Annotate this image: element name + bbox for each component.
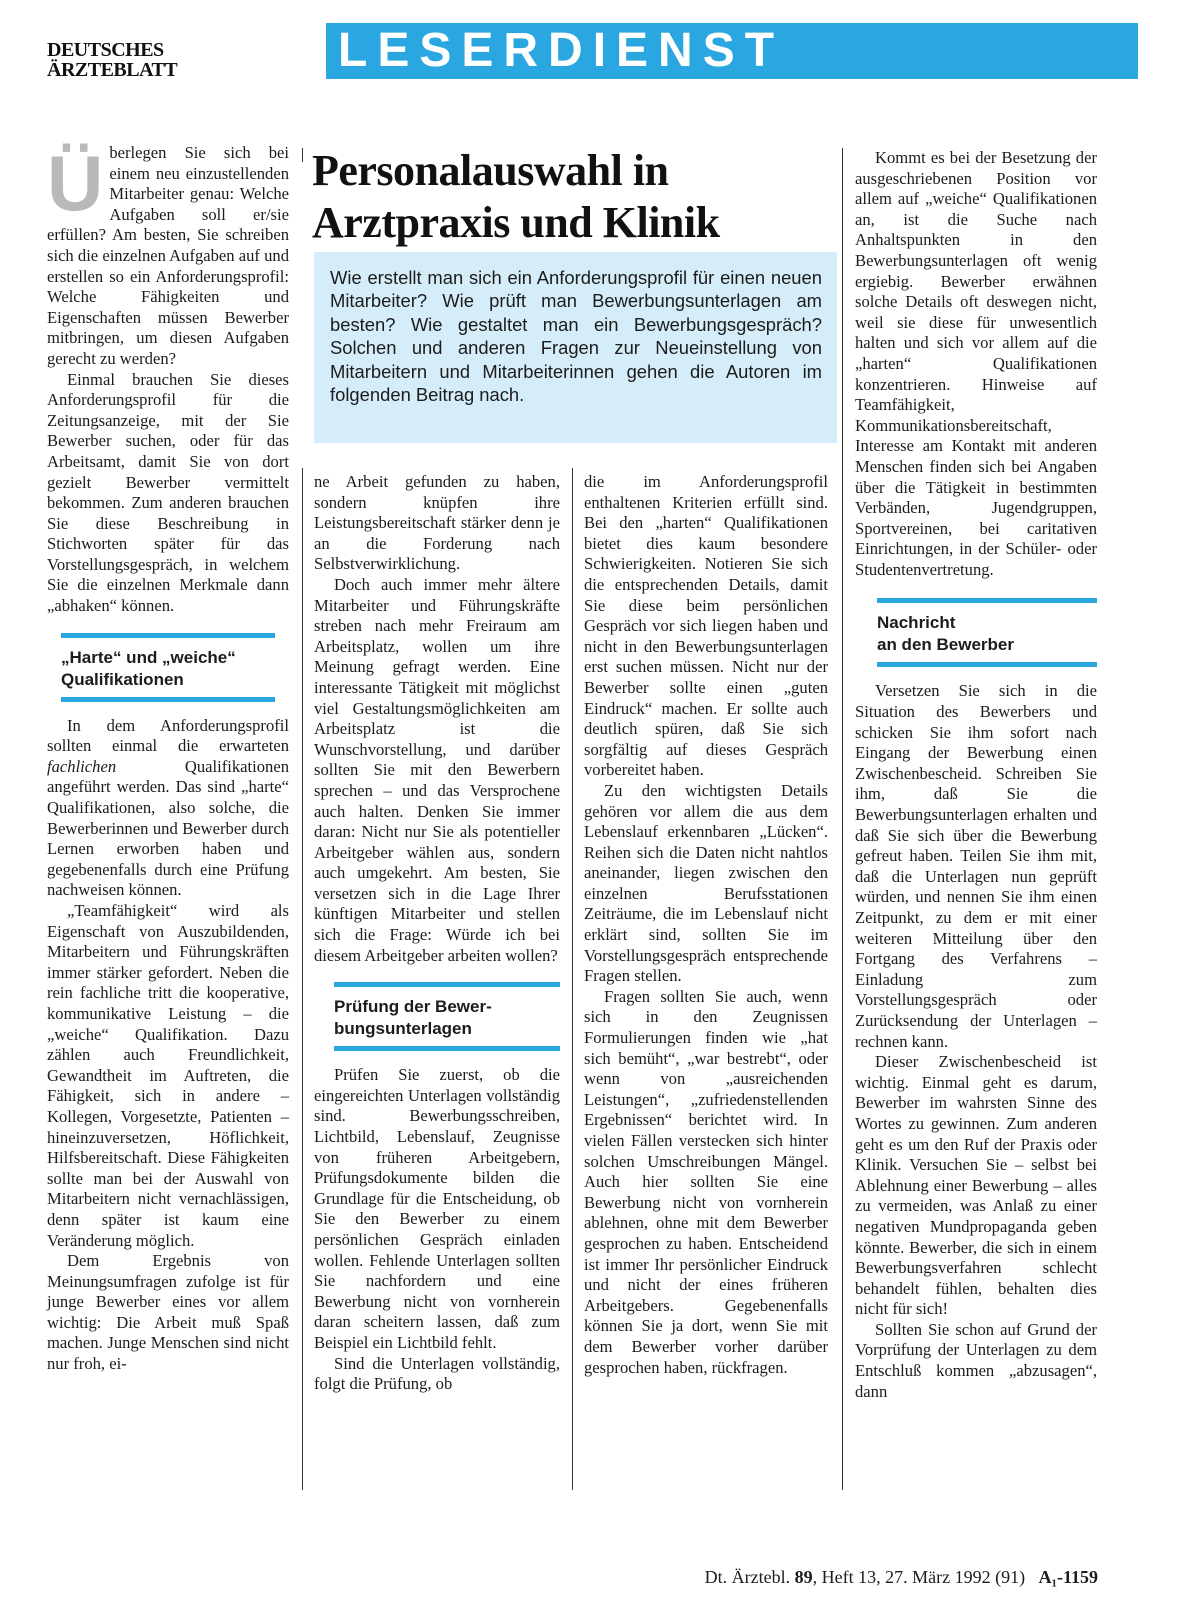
- paragraph: Einmal brauchen Sie dieses Anforderungsprofil für die Zeitungsanzeige, mit der Sie Bewerber suchen, oder für das Arbeitsamt, damit Sie von dort gezielt Bewerber vermittelt bekommen. Zum anderen brauchen Sie diese Beschreibung in Stichworten später für das Vorstellungsgespräch, in welchem Sie die einzelnen Merkmale dann „abhaken“ können.: [47, 369, 289, 616]
- paragraph: die im Anforderungsprofil enthaltenen Kriterien erfüllt sind. Bei den „harten“ Qualifikationen bietet dies kaum besondere Schwierigkeiten. Notieren Sie sich die entsprechenden Details, damit Sie diese beim persönlichen Gespräch vor sich liegen haben und nicht in den Bewerbungsunterlagen erst suchen müssen. Nicht nur der Bewerber sollte einen „guten Eindruck“ machen. Er sollte auch deutlich spüren, daß Sie sich sorgfältig auf dieses Gespräch vorbereitet haben.: [584, 472, 828, 780]
- paragraph: „Teamfähigkeit“ wird als Eigenschaft von Auszubildenden, Mitarbeitern und Führungskräften immer stärker gefordert. Neben die rein fachliche tritt die kooperative, kommunikative Leistung – die „weiche“ Qualifikation. Dazu zählen auch Freundlichkeit, Gewandtheit im Auftreten, die Fähigkeit, sich in andere – Kollegen, Vorgesetzte, Patienten – hineinzuversetzen, Höflichkeit, Hilfsbereitschaft. Diese Fähigkeiten sollte man bei der Auswahl von Mitarbeitern nicht vernachlässigen, denn später ist kaum eine Veränderung möglich.: [47, 901, 289, 1250]
- section-banner: [326, 23, 1138, 79]
- subheading-pruefung: [334, 982, 560, 1051]
- footer-journal: Dt. Ärztebl.: [704, 1567, 791, 1587]
- column-divider: [842, 148, 843, 1490]
- subheading-line: Qualifikationen: [61, 669, 184, 689]
- paragraph-text: In dem Anforderungsprofil sollten einmal die erwarteten: [47, 715, 289, 756]
- paragraph: [47, 139, 289, 370]
- paragraph: Dieser Zwischenbescheid ist wichtig. Einmal geht es darum, Bewerber im wahrsten Sinne des Wortes zu gewinnen. Zum anderen geht es um den Ruf der Praxis oder Klinik. Versuchen Sie – selbst bei Ablehnung einer Bewerbung – alles zu vermeiden, was Anlaß zu einer negativen Mundpropaganda geben könnte. Bewerber, die sich in einem Bewerbungsverfahren schlecht behandelt fühlen, behalten dies nicht für sich!: [855, 1052, 1097, 1319]
- paragraph: ne Arbeit gefunden zu haben, sondern knüpfen ihre Leistungsbereitschaft stärker denn je an die Forderung nach Selbstverwirklichung.: [314, 472, 560, 574]
- page-number: A₁-1159: [1038, 1567, 1098, 1587]
- paragraph: Zu den wichtigsten Details gehören vor allem die aus dem Lebenslauf erkennbaren „Lücken“. Reihen sich die Daten nicht nahtlos aneinander, liegen zwischen den einzelnen Berufsstationen Zeiträume, die im Lebenslauf nicht erklärt sind, sollten Sie im Vorstellungsgespräch entsprechende Fragen stellen.: [584, 780, 828, 986]
- paragraph-text: berlegen Sie sich bei einem neu einzustellenden Mitarbeiter genau: Welche Aufgaben soll er/sie erfüllen? Am besten, Sie schreiben sich die einzelnen Aufgaben auf und erstellen so ein Anforderungsprofil: Welche Fähigkeiten und Eigenschaften müssen Bewerber mitbringen, um diesen Aufgaben gerecht zu werden?: [47, 143, 289, 368]
- footer-issue: , Heft 13, 27. März 1992 (91): [812, 1567, 1026, 1587]
- subheading-line: an den Bewerber: [877, 635, 1014, 655]
- column-4: [855, 148, 1097, 1402]
- paragraph: Fragen sollten Sie auch, wenn sich in den Zeugnissen Formulierungen finden wie „hat sich bemüht“, „war bestrebt“, oder wenn von „ausreichenden Leistungen“, „zufriedenstellenden Ergebnissen“ berichtet wird. In vielen Fällen verstecken sich hinter solchen Umschreibungen Mängel. Auch hier sollten Sie eine Bewerbung nicht von vornherein ablehnen, ohne mit dem Bewerber gesprochen zu haben. Entscheidend ist immer Ihr persönlicher Eindruck und nicht der eines früheren Arbeitgebers. Gegebenenfalls können Sie ja dort, wenn Sie mit dem Bewerber vorher darüber gesprochen haben, rückfragen.: [584, 986, 828, 1377]
- column-divider: [302, 468, 303, 1490]
- column-1: [47, 139, 289, 1375]
- paragraph: Prüfen Sie zuerst, ob die eingereichten Unterlagen vollständig sind. Bewerbungsschreiben, Lichtbild, Lebenslauf, Zeugnisse von früheren Arbeitgebern, Prüfungsdokumente bilden die Grundlage für die Entscheidung, ob Sie den Bewerber zu einem persönlichen Gespräch einladen wollen. Fehlende Unterlagen sollten Sie nachfordern und eine Bewerbung nicht von vornherein daran scheitern lassen, daß zum Beispiel ein Lichtbild fehlt.: [314, 1065, 560, 1352]
- column-divider: [572, 468, 573, 1490]
- emphasis-text: fachlichen: [47, 756, 117, 776]
- subheading-line: Nachricht: [877, 613, 956, 633]
- masthead-line1: DEUTSCHES: [47, 39, 164, 61]
- drop-cap: Ü: [47, 139, 104, 227]
- footer-volume: 89: [794, 1567, 813, 1587]
- masthead-logo: [47, 40, 217, 80]
- section-title: LESERDIENST: [338, 24, 785, 77]
- article-lead-box: [314, 252, 837, 443]
- page-footer: [610, 1567, 1098, 1588]
- paragraph: Sind die Unterlagen vollständig, folgt die Prüfung, ob: [314, 1353, 560, 1394]
- paragraph-text: Qualifikationen angeführt werden. Das sind „harte“ Qualifikationen, also solche, die Bewerberinnen und Bewerber durch Lernen erworben haben und gegebenenfalls durch eine Prüfung nachweisen können.: [47, 756, 289, 900]
- masthead-line2: ÄRZTEBLATT: [47, 59, 178, 81]
- article-headline: [312, 145, 852, 249]
- column-divider: [302, 148, 303, 162]
- paragraph: Kommt es bei der Besetzung der ausgeschriebenen Position vor allem auf „weiche“ Qualifikationen an, ist die Suche nach Anhaltspunkten in den Bewerbungsunterlagen oft wenig ergiebig. Bewerber erwähnen solche Details oft deswegen nicht, weil sie diese für unwesentlich halten und sich vor allem auf die „harten“ Qualifikationen konzentrieren. Hinweise auf Teamfähigkeit, Kommunikationsbereitschaft, Interesse am Kontakt mit anderen Menschen finden sich bei Angaben über die Tätigkeit in bestimmten Verbänden, Jugendgruppen, Sportvereinen, bei caritativen Einrichtungen, in der Schüler- oder Studentenvertretung.: [855, 148, 1097, 579]
- paragraph: [47, 716, 289, 901]
- headline-line: Personalauswahl in: [312, 146, 669, 195]
- subheading-line: bungsunterlagen: [334, 1019, 472, 1039]
- paragraph: Dem Ergebnis von Meinungsumfragen zufolge ist für junge Bewerber eines vor allem wichtig: Die Arbeit muß Spaß machen. Junge Menschen sind nicht nur froh, ei-: [47, 1251, 289, 1374]
- column-2: [314, 472, 560, 1395]
- paragraph: Sollten Sie schon auf Grund der Vorprüfung der Unterlagen zu dem Entschluß kommen „abzusagen“, dann: [855, 1319, 1097, 1401]
- subheading-qualifikationen: [61, 633, 275, 702]
- column-3: [584, 472, 828, 1378]
- paragraph: Doch auch immer mehr ältere Mitarbeiter und Führungskräfte streben nach mehr Freiraum am Arbeitsplatz, wollen um ihre Meinung gefragt werden. Eine interessante Tätigkeit mit möglichst viel Gestaltungsmöglichkeiten am Arbeitsplatz ist die Wunschvorstellung, und darüber sollten Sie mit den Bewerbern sprechen – und das Versprochene auch halten. Denken Sie immer daran: Nicht nur Sie als potentieller Arbeitgeber wählen aus, sondern auch umgekehrt. Am besten, Sie versetzen sich in die Lage Ihrer künftigen Mitarbeiter und stellen sich die Frage: Würde ich bei diesem Arbeitgeber arbeiten wollen?: [314, 574, 560, 965]
- subheading-line: „Harte“ und „weiche“: [61, 647, 236, 667]
- paragraph: Versetzen Sie sich in die Situation des Bewerbers und schicken Sie ihm sofort nach Eingang der Bewerbung einen Zwischenbescheid. Schreiben Sie ihm, daß Sie die Bewerbungsunterlagen erhalten und daß Sie sich über die Bewerbung gefreut haben. Teilen Sie ihm mit, daß die Unterlagen nun geprüft würden, und nennen Sie ihm einen Zeitpunkt, zu dem er mit einer weiteren Mitteilung über den Fortgang des Verfahrens – Einladung zum Vorstellungsgespräch oder Zurücksendung der Unterlagen – rechnen kann.: [855, 681, 1097, 1051]
- subheading-line: Prüfung der Bewer-: [334, 997, 492, 1017]
- article-lead: Wie erstellt man sich ein Anforderungsprofil für einen neuen Mitarbeiter? Wie prüft man Bewerbungsunterlagen am besten? Wie gestaltet man ein Bewerbungsgespräch? Solchen und anderen Fragen zur Neueinstellung von Mitarbeitern und Mitarbeiterinnen gehen die Autoren im folgenden Beitrag nach.: [330, 267, 822, 406]
- subheading-nachricht: [877, 598, 1097, 667]
- headline-line: Arztpraxis und Klinik: [312, 198, 720, 247]
